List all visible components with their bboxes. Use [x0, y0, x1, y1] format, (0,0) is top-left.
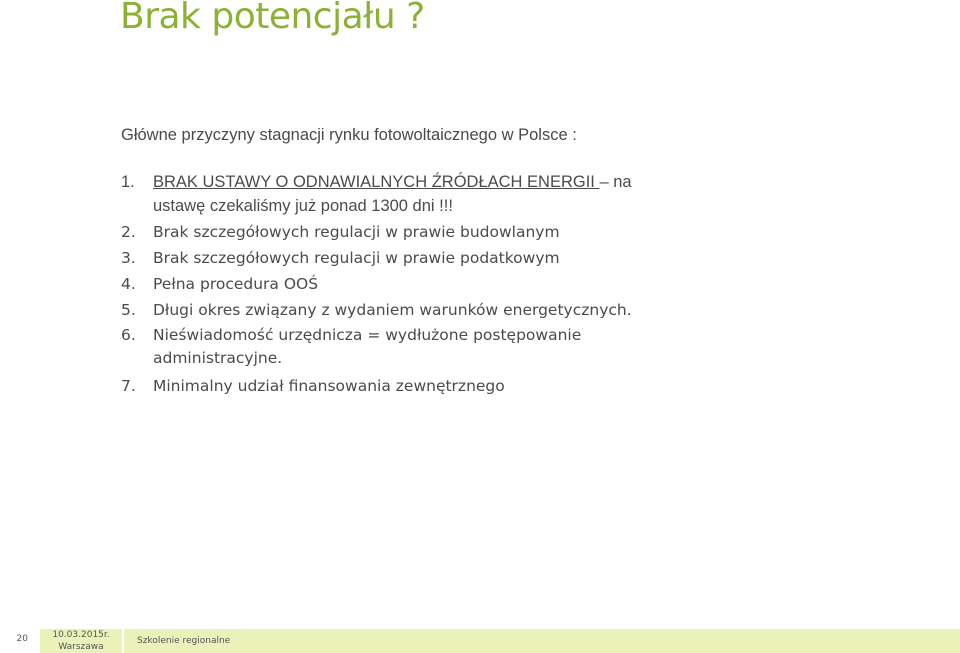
footer-city: Warszawa — [58, 642, 104, 652]
footer-date-block — [40, 629, 122, 653]
list-item-cause-3 — [121, 246, 681, 270]
list-item-cause-1 — [121, 170, 681, 218]
cause-law-title: BRAK USTAWY O ODNAWIALNYCH ŹRÓDŁACH ENERGII — [153, 173, 600, 191]
cause-text: Minimalny udział finansowania zewnętrznego — [153, 377, 505, 395]
list-number: 3. — [121, 249, 136, 267]
cause-text: Brak szczegółowych regulacji w prawie podatkowym — [153, 249, 560, 267]
causes-list — [121, 170, 681, 400]
list-item-cause-2 — [121, 220, 681, 244]
list-number: 4. — [121, 275, 136, 293]
footer-event-name: Szkolenie regionalne — [124, 629, 960, 653]
cause-text: Pełna procedura OOŚ — [153, 275, 319, 293]
cause-text: Nieświadomość urzędnicza = wydłużone postępowanie administracyjne. — [153, 326, 582, 367]
list-number: 6. — [121, 326, 136, 344]
list-number: 2. — [121, 223, 136, 241]
list-item-cause-5 — [121, 298, 681, 322]
cause-text: – na ustawę czekaliśmy już ponad 1300 dni !!! — [153, 173, 632, 215]
page-number: 20 — [0, 629, 38, 653]
slide-footer — [0, 629, 960, 653]
cause-text: Długi okres związany z wydaniem warunków energetycznych. — [153, 301, 632, 319]
cause-text: Brak szczegółowych regulacji w prawie budowlanym — [153, 223, 560, 241]
list-number: 5. — [121, 301, 136, 319]
slide-title: Brak potencjału ? — [120, 0, 425, 37]
intro-text: Główne przyczyny stagnacji rynku fotowoltaicznego w Polsce : — [121, 126, 577, 144]
list-number: 7. — [121, 377, 136, 395]
list-item-cause-7 — [121, 374, 681, 398]
list-number: 1. — [121, 173, 135, 191]
footer-date: 10.03.2015r. — [52, 630, 110, 640]
list-item-cause-4 — [121, 272, 681, 296]
list-item-cause-6 — [121, 324, 681, 370]
